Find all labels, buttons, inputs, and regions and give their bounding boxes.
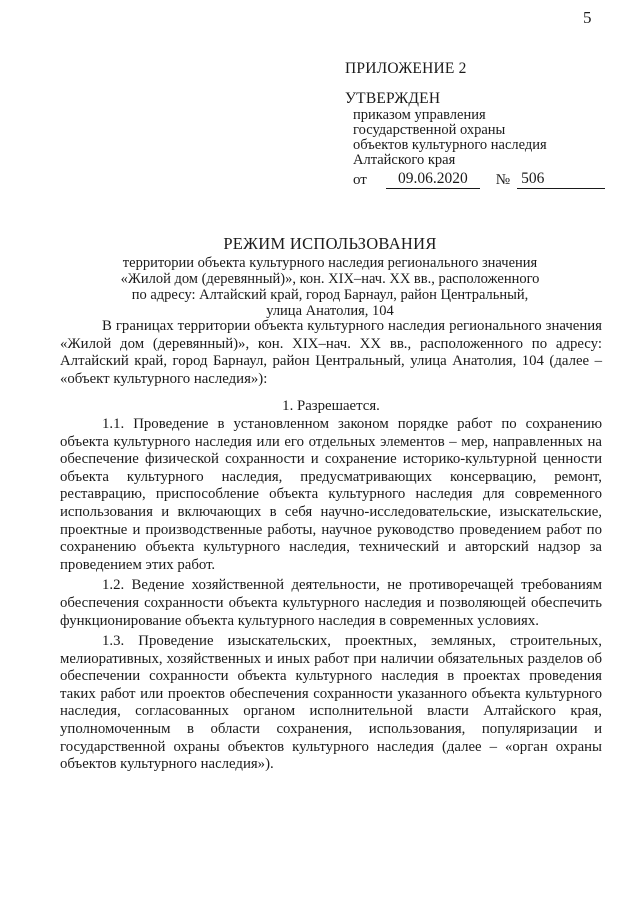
document-body [60, 318, 602, 774]
number-sign: № [495, 172, 511, 188]
subtitle-line: территории объекта культурного наследия регионального значения [122, 255, 538, 271]
order-date-row [345, 170, 605, 189]
approval-block [345, 60, 605, 189]
from-label: от [353, 172, 367, 188]
order-number: 506 [517, 170, 605, 189]
order-line: государственной охраны [353, 122, 506, 138]
page-number: 5 [583, 8, 592, 27]
document-title: РЕЖИМ ИСПОЛЬЗОВАНИЯ [223, 234, 437, 253]
section-heading: 1. Разрешается. [282, 398, 380, 415]
order-date: 09.06.2020 [386, 170, 480, 189]
subtitle-line: «Жилой дом (деревянный)», кон. XIX–нач. XX вв., расположенного [120, 271, 540, 287]
order-line: Алтайского края [353, 152, 456, 168]
intro-paragraph: В границах территории объекта культурного наследия регионального значения «Жилой дом (деревянный)», кон. XIX–нач. XX вв., расположенного по адресу: Алтайский край, город Барнаул, район Центральный, улица Анатолия, 104 (далее – «объект культурного наследия»): [60, 318, 602, 387]
appendix-label: ПРИЛОЖЕНИЕ 2 [345, 60, 467, 77]
paragraph-1-3: 1.3. Проведение изыскательских, проектных, земляных, строительных, мелиоративных, хозяйственных и иных работ при наличии обязательных разделов об обеспечении сохранности объекта культурного наследия в проектах проведения таких работ или проектов обеспечения сохранности указанного объекта культурного наследия, согласованных органом исполнительной власти Алтайского края, уполномоченным в области сохранения, использования, популяризации и государственной охраны объектов культурного наследия (далее – «орган охраны объектов культурного наследия»). [60, 633, 602, 773]
order-line: объектов культурного наследия [353, 137, 547, 153]
order-line: приказом управления [353, 107, 486, 123]
approved-label: УТВЕРЖДЕН [345, 90, 441, 107]
paragraph-1-2: 1.2. Ведение хозяйственной деятельности, не противоречащей требованиям обеспечения сохранности объекта культурного наследия и позволяющей обеспечить функционирование объекта культурного наследия в современных условиях. [60, 577, 602, 629]
paragraph-1-1: 1.1. Проведение в установленном законом порядке работ по сохранению объекта культурного наследия или его отдельных элементов – мер, направленных на обеспечение физической сохранности и сохранение историко-культурной ценности объекта культурного наследия, предусматривающих консервацию, ремонт, реставрацию, приспособление объекта культурного наследия для современного использования и включающих в себя научно-исследовательские, изыскательские, проектные и производственные работы, научное руководство проведением работ по сохранению объекта культурного наследия, технический и авторский надзор за проведением этих работ. [60, 415, 602, 573]
subtitle-line: по адресу: Алтайский край, город Барнаул, район Центральный, [131, 287, 529, 303]
title-block [60, 234, 600, 319]
subtitle-line: улица Анатолия, 104 [266, 303, 394, 319]
